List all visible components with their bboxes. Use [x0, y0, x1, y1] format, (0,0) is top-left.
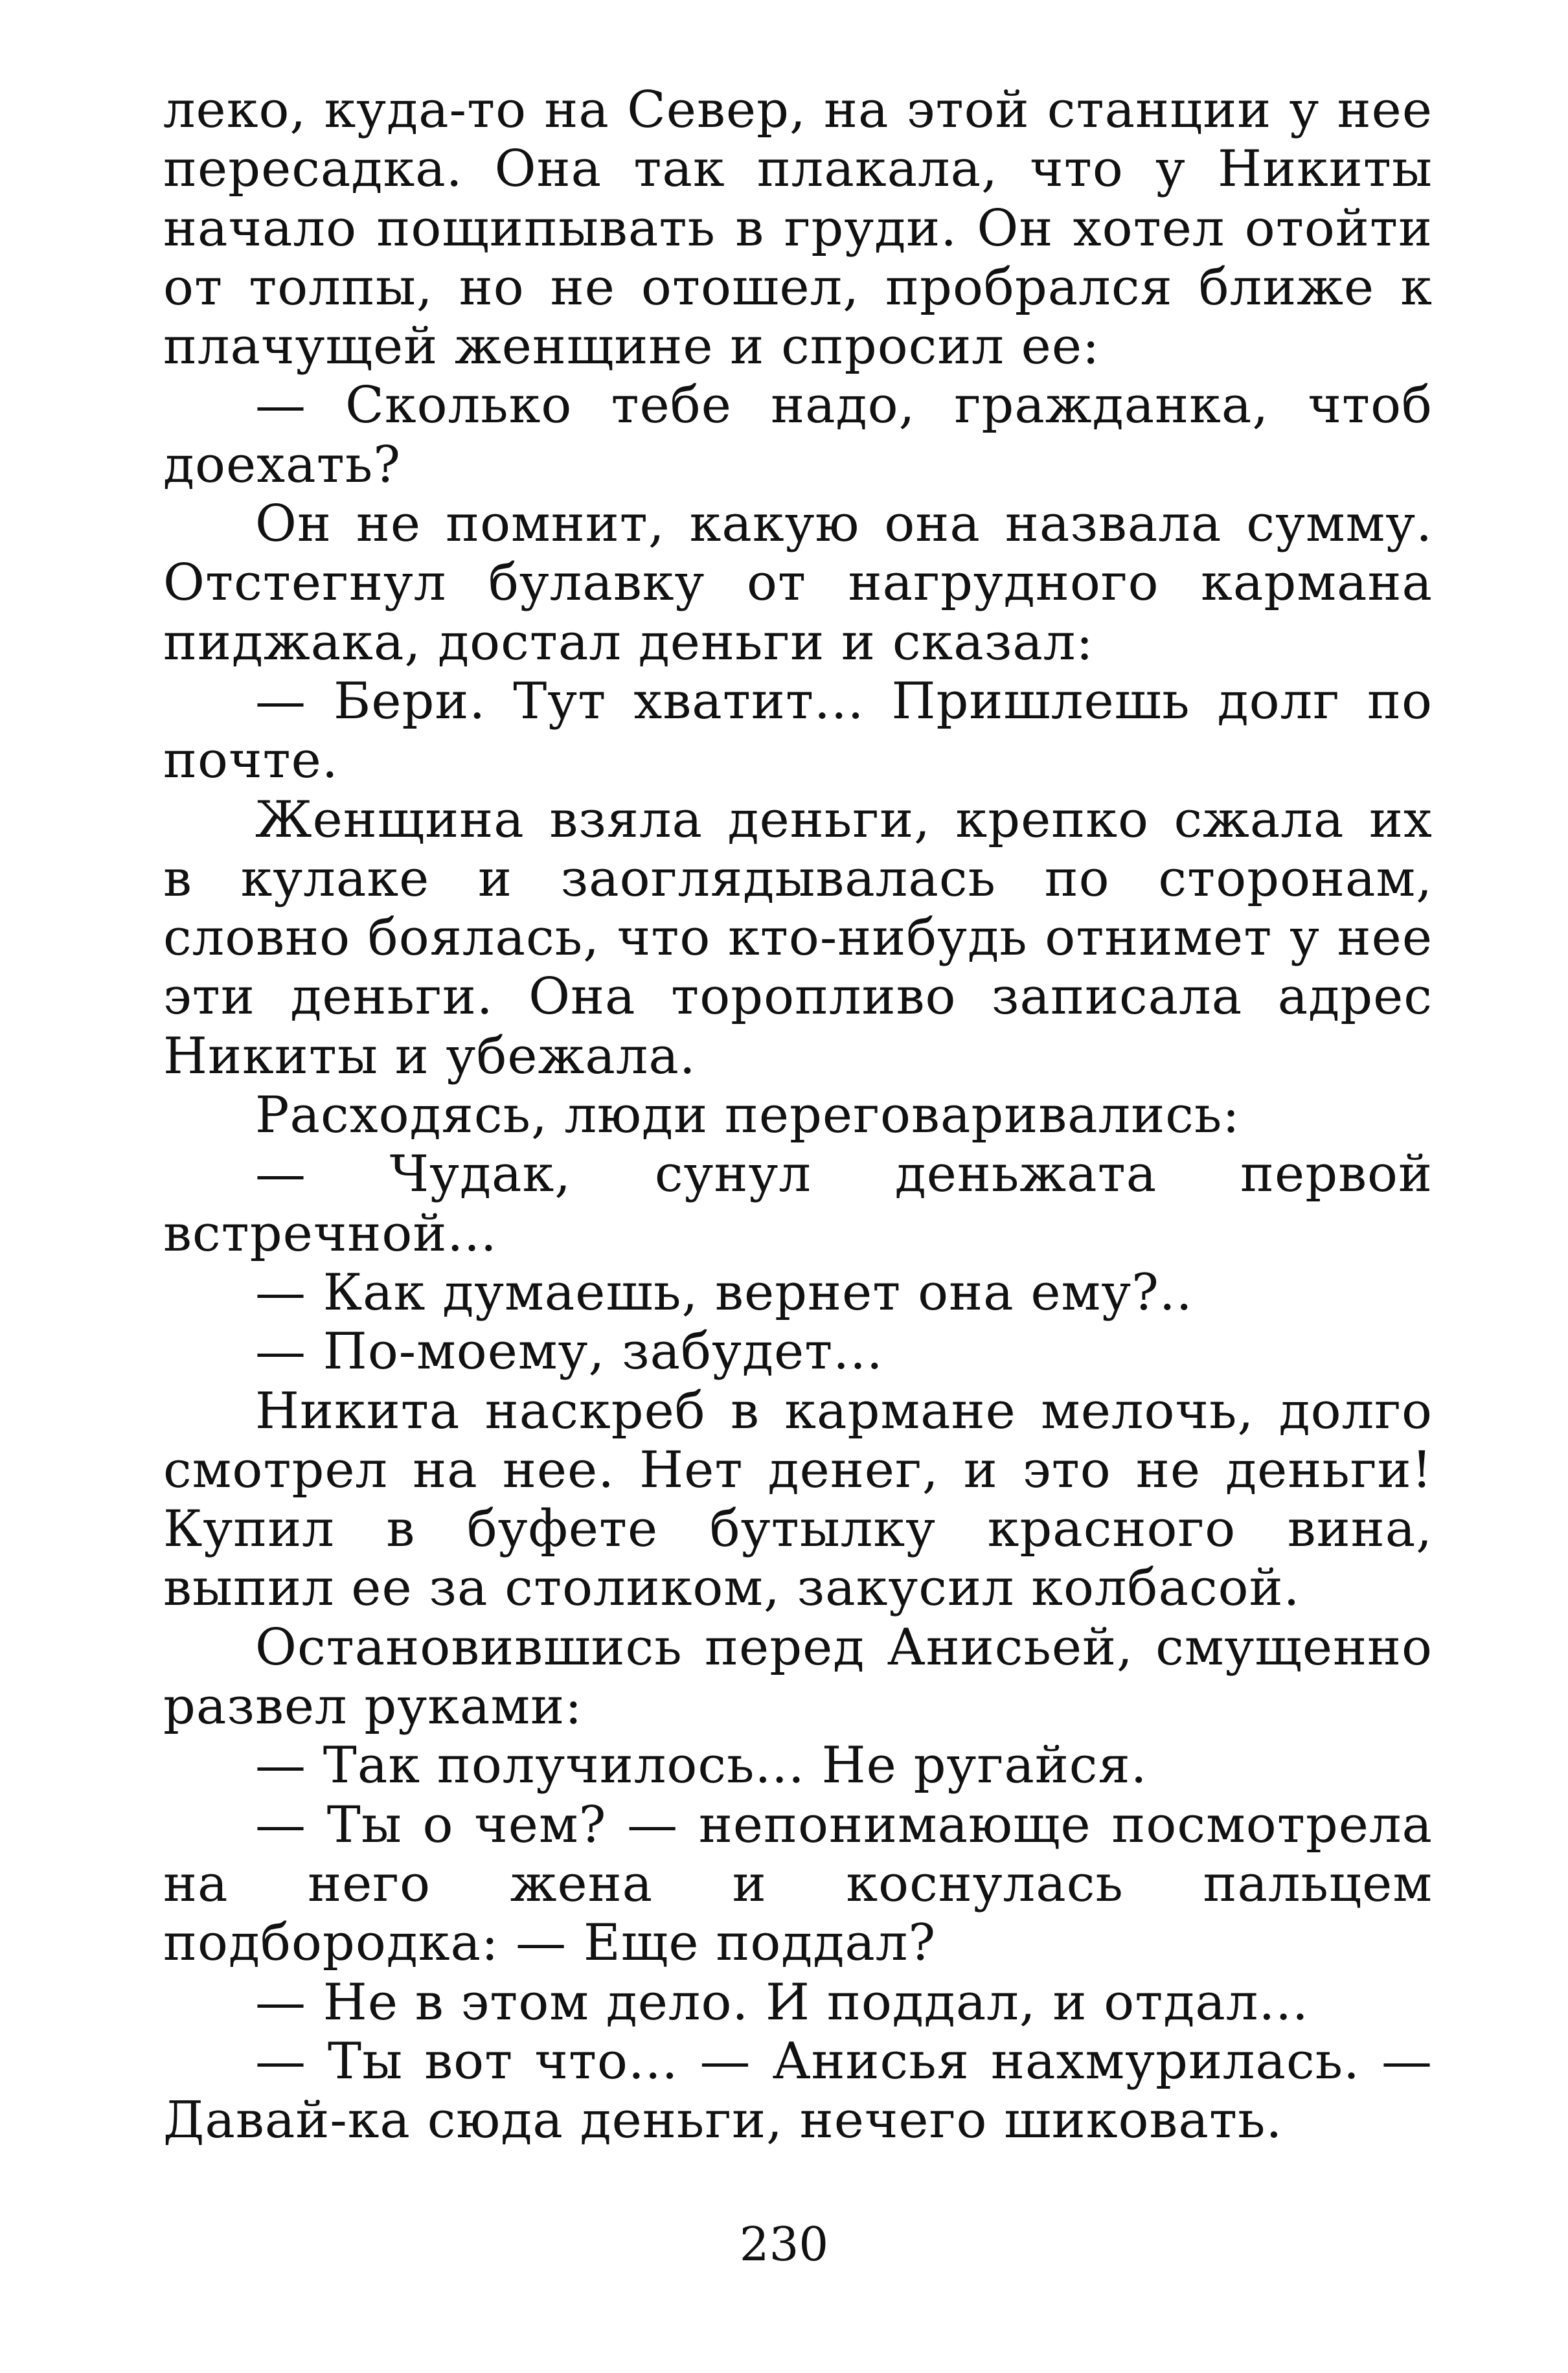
- paragraph-12: — Так получилось... Не ругайся.: [255, 1736, 1148, 1795]
- paragraph-9: — По-моему, забудет...: [255, 1323, 883, 1381]
- paragraph-13: — Ты о чем? — непонимающе посмотрела на него жена и коснулась пальцем подбородка: — Еще поддал?: [163, 1795, 1433, 1973]
- paragraph-11: Остановившись перед Анисьей, смущенно развел руками:: [163, 1618, 1433, 1736]
- paragraph-1: леко, куда-то на Север, на этой станции у нее пересадка. Она так плакала, что у Никиты начало пощипывать в груди. Он хотел отойти от толпы, но не отошел, пробрался ближе к плачущей женщине и спросил ее:: [163, 81, 1433, 376]
- paragraph-2: — Сколько тебе надо, гражданка, чтоб доехать?: [163, 376, 1433, 494]
- paragraph-14: — Не в этом дело. И поддал, и отдал...: [255, 1973, 1309, 2032]
- paragraph-4: — Бери. Тут хватит... Пришлешь долг по почте.: [163, 672, 1433, 790]
- paragraph-8: — Как думаешь, вернет она ему?..: [255, 1263, 1193, 1322]
- body-text: [163, 81, 1433, 2150]
- paragraph-10: Никита наскреб в кармане мелочь, долго смотрел на нее. Нет денег, и это не деньги! Купил в буфете бутылку красного вина, выпил ее за столиком, закусил колбасой.: [163, 1381, 1433, 1618]
- paragraph-3: Он не помнит, какую она назвала сумму. Отстегнул булавку от нагрудного кармана пиджака, достал деньги и сказал:: [163, 495, 1433, 672]
- paragraph-15: — Ты вот что... — Анисья нахмурилась. — Давай-ка сюда деньги, нечего шиковать.: [163, 2032, 1433, 2150]
- paragraph-7: — Чудак, сунул деньжата первой встречной...: [163, 1145, 1433, 1263]
- paragraph-5: Женщина взяла деньги, крепко сжала их в кулаке и заоглядывалась по сторонам, словно боялась, что кто-нибудь отнимет у нее эти деньги. Она торопливо записала адрес Никиты и убежала.: [163, 790, 1433, 1085]
- page-number: 230: [739, 2217, 829, 2271]
- paragraph-6: Расходясь, люди переговаривались:: [255, 1086, 1240, 1145]
